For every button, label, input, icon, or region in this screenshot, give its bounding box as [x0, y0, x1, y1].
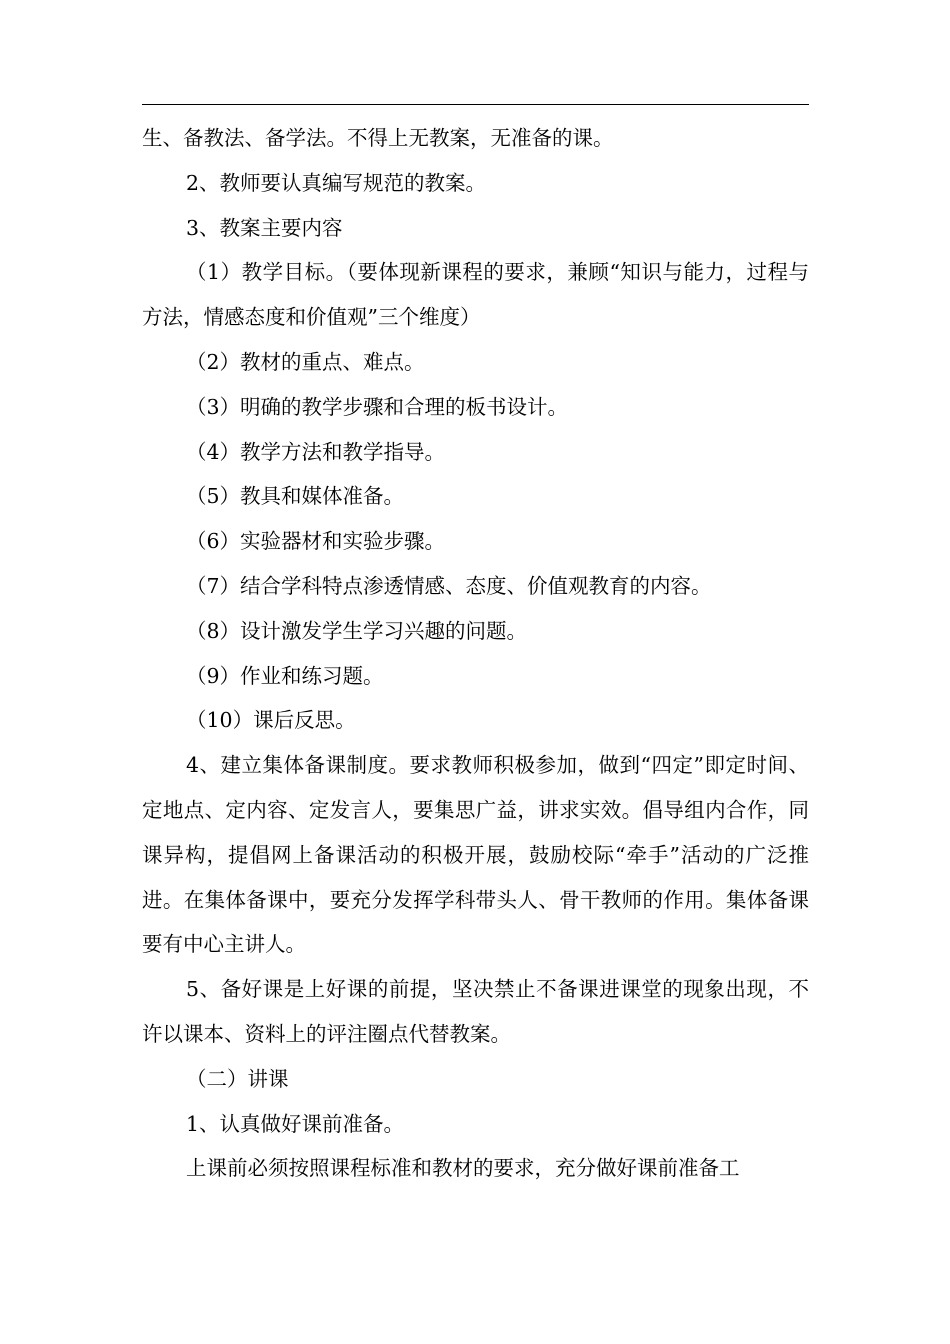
paragraph-12: （9）作业和练习题。 — [186, 663, 384, 688]
paragraph-6: （3）明确的教学步骤和合理的板书设计。 — [186, 394, 569, 419]
paragraph-18: 上课前必须按照课程标准和教材的要求，充分做好课前准备工 — [186, 1156, 740, 1181]
paragraph-7: （4）教学方法和教学指导。 — [186, 439, 446, 464]
paragraph-15: 5、备好课是上好课的前提，坚决禁止不备课进课堂的现象出现，不许以课本、资料上的评注圈点代替教案。 — [142, 977, 809, 1046]
header-rule — [142, 104, 809, 105]
paragraph-11: （8）设计激发学生学习兴趣的问题。 — [186, 618, 528, 643]
paragraph-9: （6）实验器材和实验步骤。 — [186, 529, 446, 554]
document-body — [142, 116, 809, 1191]
paragraph-5: （2）教材的重点、难点。 — [186, 349, 425, 374]
paragraph-8: （5）教具和媒体准备。 — [186, 484, 405, 509]
paragraph-13: （10）课后反思。 — [186, 708, 356, 733]
paragraph-17: 1、认真做好课前准备。 — [186, 1111, 405, 1136]
paragraph-1: 生、备教法、备学法。不得上无教案，无准备的课。 — [142, 126, 614, 150]
paragraph-2: 2、教师要认真编写规范的教案。 — [186, 170, 487, 195]
paragraph-14: 4、建立集体备课制度。要求教师积极参加，做到“四定”即定时间、定地点、定内容、定发言人，要集思广益，讲求实效。倡导组内合作，同课异构，提倡网上备课活动的积极开展，鼓励校际“牵手”活动的广泛推进。在集体备课中，要充分发挥学科带头人、骨干教师的作用。集体备课要有中心主讲人。 — [142, 753, 809, 957]
paragraph-3: 3、教案主要内容 — [186, 215, 343, 240]
paragraph-4: （1）教学目标。（要体现新课程的要求，兼顾“知识与能力，过程与方法，情感态度和价值观”三个维度） — [142, 260, 809, 330]
paragraph-10: （7）结合学科特点渗透情感、态度、价值观教育的内容。 — [186, 573, 712, 598]
paragraph-16: （二）讲课 — [186, 1066, 289, 1091]
